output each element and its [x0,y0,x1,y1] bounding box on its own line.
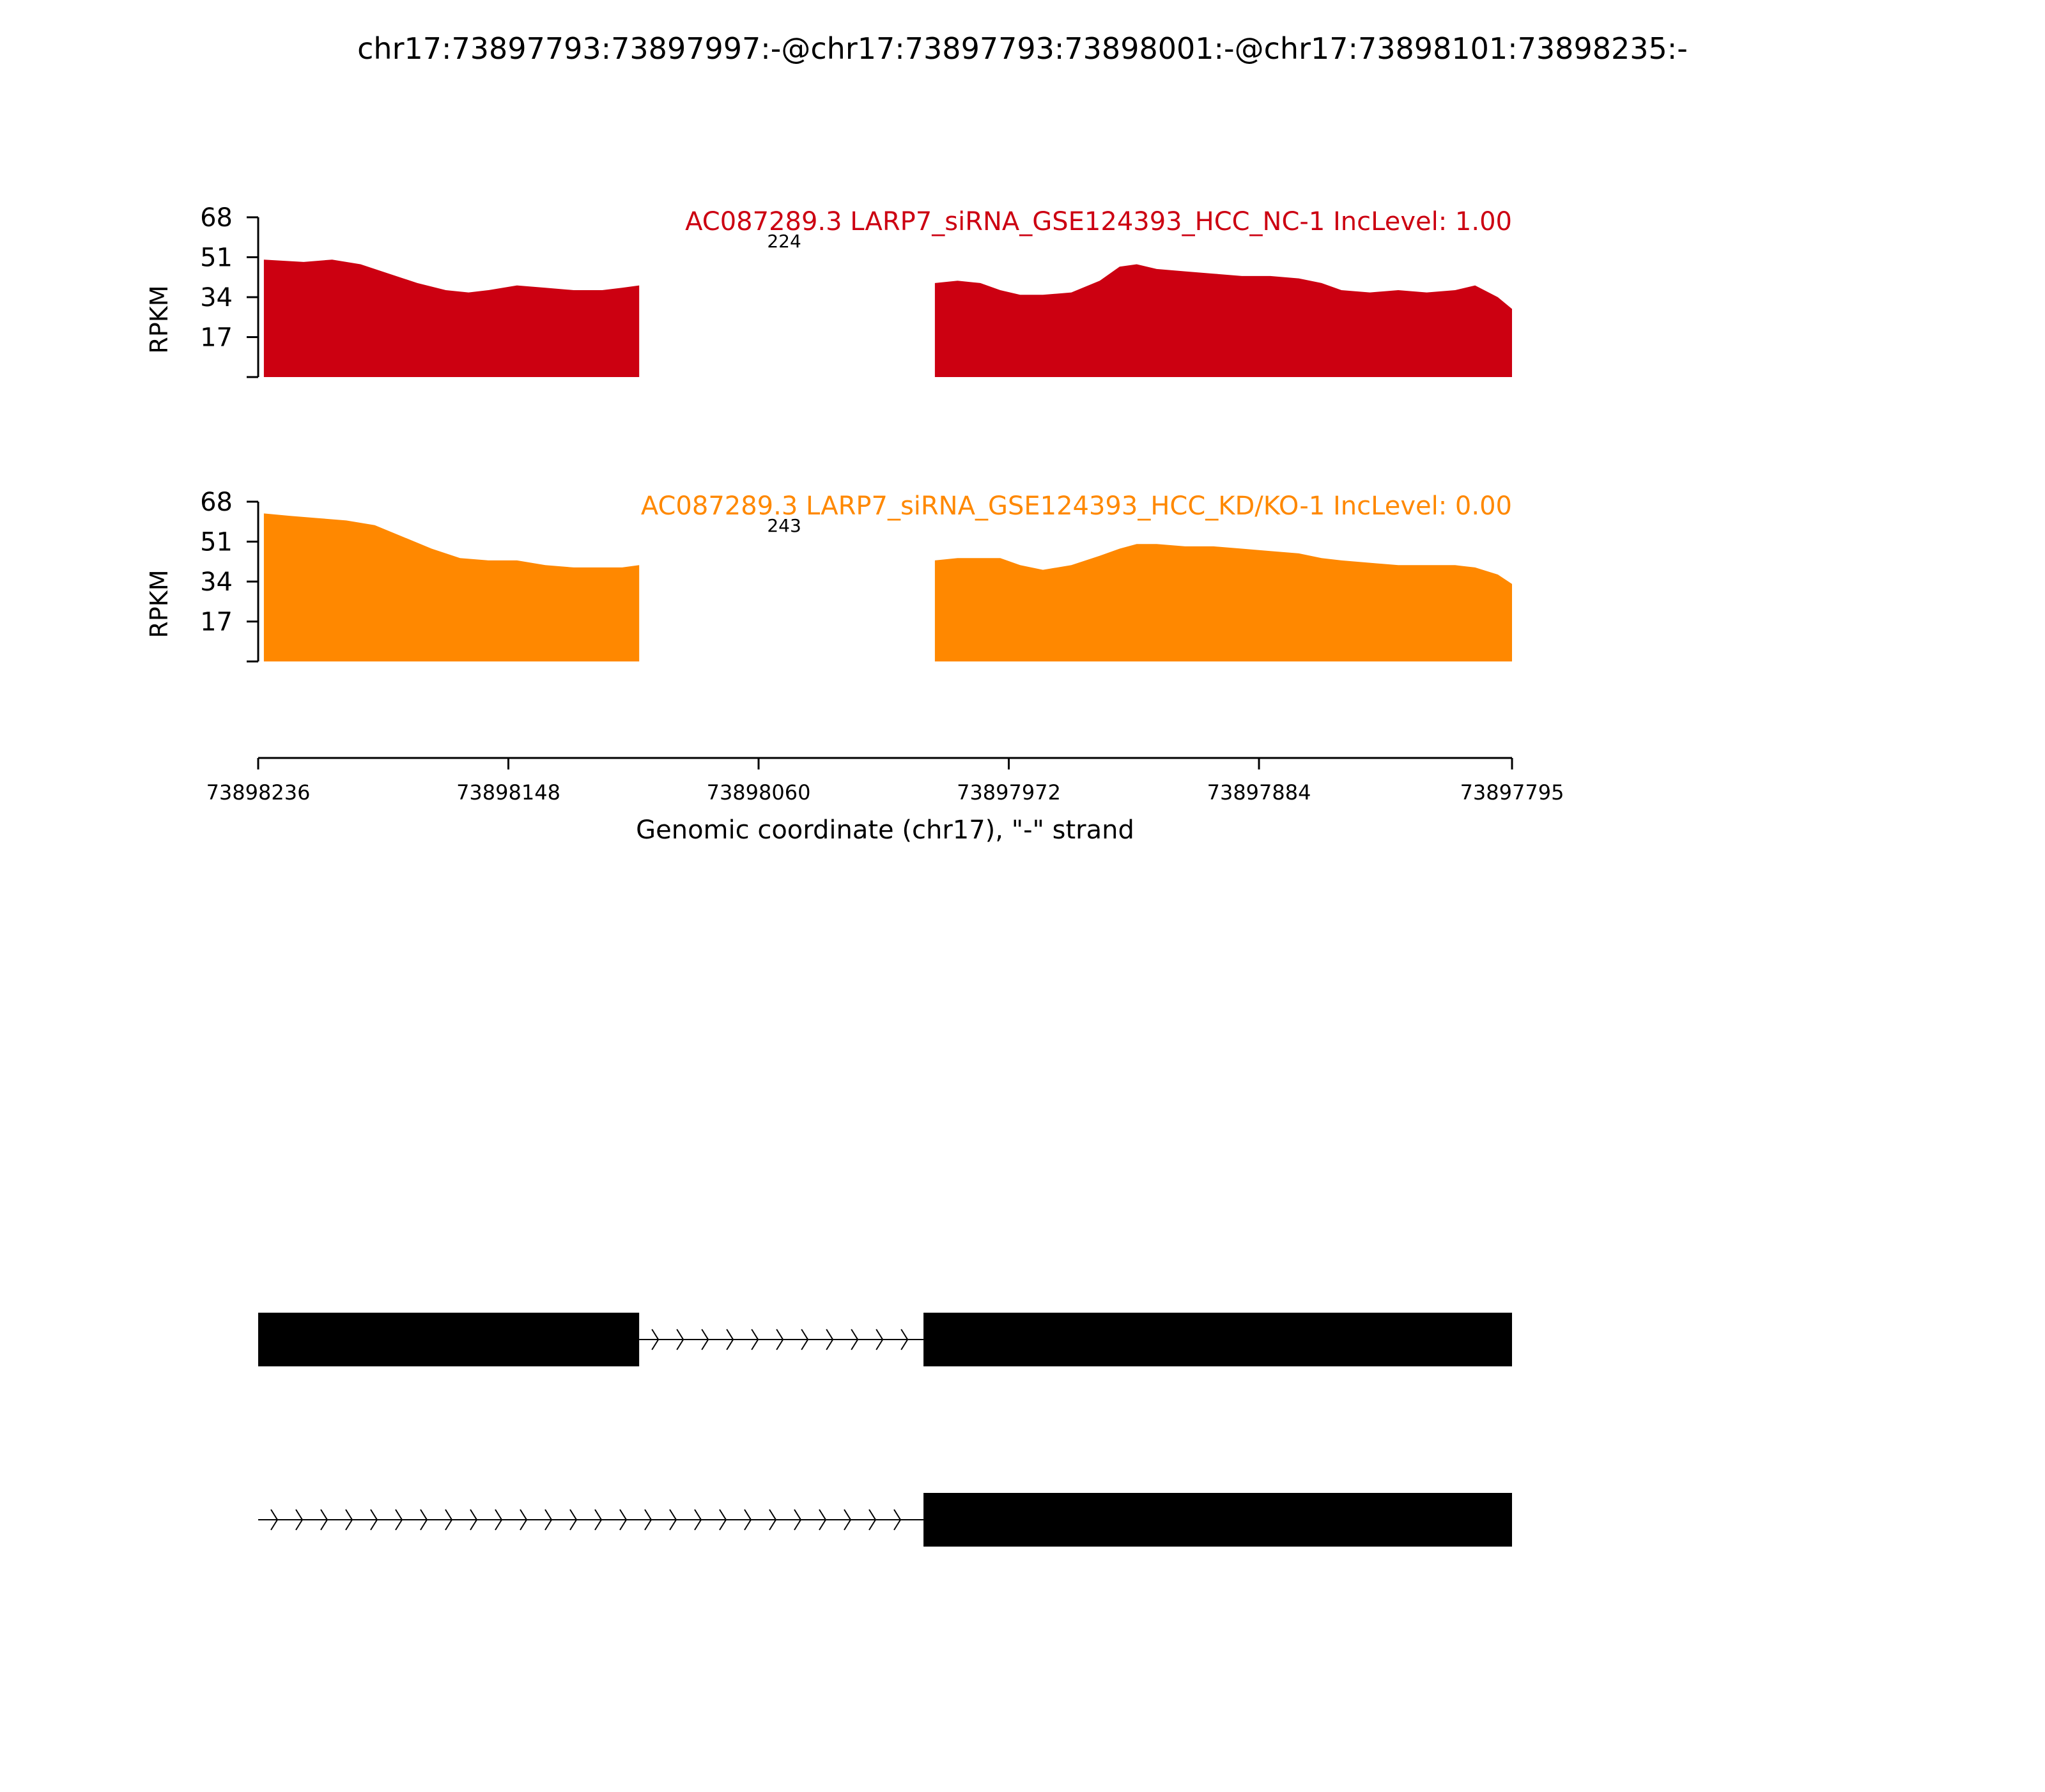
y-axis-label-track-1: RPKM [145,285,173,354]
x-axis-label: Genomic coordinate (chr17), "-" strand [636,815,1134,845]
figure-title: chr17:73897793:73897997:-@chr17:73897793:73898001:-@chr17:73898101:73898235:- [357,31,1688,66]
exon [923,1313,1512,1366]
track-title-1: AC087289.3 LARP7_siRNA_GSE124393_HCC_NC-1 IncLevel: 1.00 [685,207,1512,236]
exon [923,1493,1512,1547]
junction-count-track-1: 224 [767,231,801,252]
y-tick-label: 34 [200,568,233,597]
y-tick-label: 17 [200,323,233,353]
coverage-area-track-1 [264,259,1512,377]
track-title-2: AC087289.3 LARP7_siRNA_GSE124393_HCC_KD/KO-1 IncLevel: 0.00 [640,491,1512,521]
y-axis-label-track-2: RPKM [145,569,173,638]
x-tick-label: 73898060 [706,780,811,805]
x-tick-label: 73898236 [206,780,311,805]
exon [258,1313,639,1366]
x-tick-label: 73897972 [957,780,1061,805]
y-tick-label: 51 [200,243,233,273]
x-tick-label: 73898148 [456,780,560,805]
x-axis [206,758,1564,805]
y-axis-track-2 [200,488,258,661]
y-tick-label: 34 [200,283,233,313]
x-tick-label: 73897884 [1207,780,1311,805]
y-axis-track-1 [200,203,258,377]
y-tick-label: 68 [200,488,233,517]
gene-model [258,1313,1512,1547]
coverage-area-track-2 [264,513,1512,661]
x-tick-label: 73897795 [1460,780,1564,805]
y-tick-label: 51 [200,527,233,557]
transcript-2 [258,1493,1512,1547]
transcript-1 [258,1313,1512,1366]
coverage-track-2 [145,488,1512,661]
junction-count-track-2: 243 [767,515,801,536]
y-tick-label: 17 [200,607,233,637]
y-tick-label: 68 [200,203,233,233]
coverage-track-1 [145,203,1512,377]
